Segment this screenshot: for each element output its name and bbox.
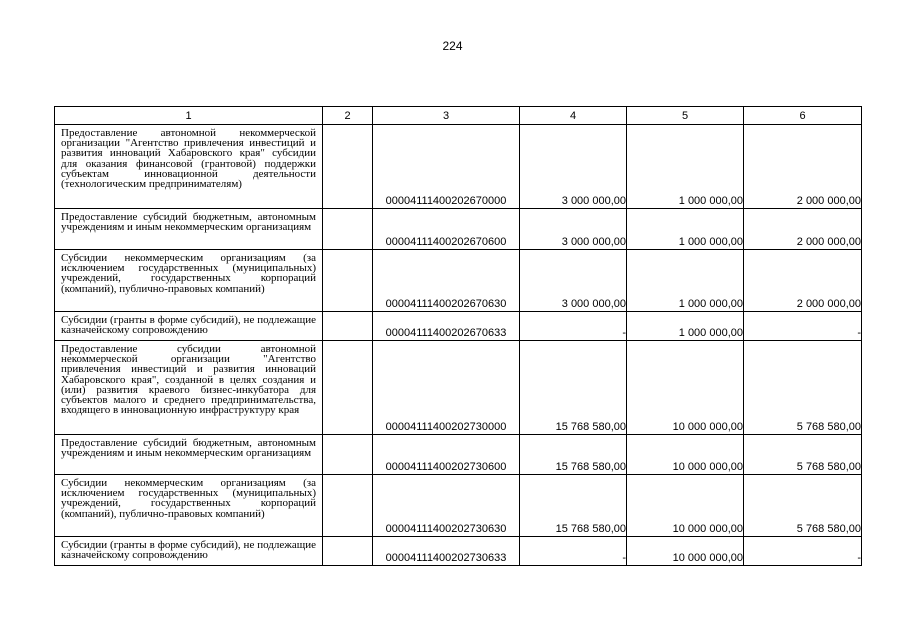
row-col6-amount: - [744, 537, 862, 566]
row-col5-amount: 1 000 000,00 [627, 250, 744, 312]
row-description: Субсидии некоммерческим организациям (за исключением государственных (муниципальных) учреждений, государственных корпораций (компаний), публично-правовых компаний) [55, 250, 323, 312]
row-col2 [323, 209, 373, 250]
row-col2 [323, 475, 373, 537]
column-header-6: 6 [744, 107, 862, 125]
row-col4-amount: 3 000 000,00 [520, 250, 627, 312]
row-col2 [323, 435, 373, 475]
table-row [55, 435, 862, 475]
row-col5-amount: 10 000 000,00 [627, 537, 744, 566]
table-header-row [55, 107, 862, 125]
row-col5-amount: 1 000 000,00 [627, 209, 744, 250]
table-row [55, 125, 862, 209]
row-col4-amount: 15 768 580,00 [520, 435, 627, 475]
row-description: Предоставление субсидий бюджетным, автономным учреждениям и иным некоммерческим организациям [55, 209, 323, 250]
row-description: Предоставление автономной некоммерческой организации "Агентство привлечения инвестиций и развития инноваций Хабаровского края" субсидии для оказания финансовой (грантовой) поддержки субъектам инновационной деятельности (технологическим предпринимателям) [55, 125, 323, 209]
budget-table [54, 106, 862, 566]
row-col6-amount: 5 768 580,00 [744, 475, 862, 537]
row-col4-amount: 15 768 580,00 [520, 475, 627, 537]
column-header-1: 1 [55, 107, 323, 125]
row-col6-amount: 2 000 000,00 [744, 209, 862, 250]
row-description: Субсидии (гранты в форме субсидий), не подлежащие казначейскому сопровождению [55, 312, 323, 341]
row-code: 00004111400202730000 [373, 341, 520, 435]
table-row [55, 341, 862, 435]
row-code: 00004111400202670600 [373, 209, 520, 250]
column-header-4: 4 [520, 107, 627, 125]
row-col5-amount: 10 000 000,00 [627, 435, 744, 475]
row-col4-amount: - [520, 537, 627, 566]
row-col2 [323, 312, 373, 341]
row-code: 00004111400202730600 [373, 435, 520, 475]
row-code: 00004111400202670000 [373, 125, 520, 209]
row-code: 00004111400202730630 [373, 475, 520, 537]
row-col6-amount: 5 768 580,00 [744, 435, 862, 475]
row-col6-amount: 5 768 580,00 [744, 341, 862, 435]
table-row [55, 209, 862, 250]
table-row [55, 250, 862, 312]
row-description: Субсидии (гранты в форме субсидий), не подлежащие казначейскому сопровождению [55, 537, 323, 566]
row-col4-amount: 15 768 580,00 [520, 341, 627, 435]
row-description: Предоставление субсидий бюджетным, автономным учреждениям и иным некоммерческим организациям [55, 435, 323, 475]
row-code: 00004111400202730633 [373, 537, 520, 566]
row-col4-amount: - [520, 312, 627, 341]
column-header-2: 2 [323, 107, 373, 125]
row-col5-amount: 10 000 000,00 [627, 475, 744, 537]
column-header-3: 3 [373, 107, 520, 125]
row-col2 [323, 537, 373, 566]
row-col5-amount: 1 000 000,00 [627, 125, 744, 209]
column-header-5: 5 [627, 107, 744, 125]
row-col4-amount: 3 000 000,00 [520, 209, 627, 250]
row-col2 [323, 125, 373, 209]
row-col2 [323, 341, 373, 435]
row-col6-amount: - [744, 312, 862, 341]
row-description: Предоставление субсидии автономной некоммерческой организации "Агентство привлечения инвестиций и развития инноваций Хабаровского края", созданной в целях создания и (или) развития краевого бизнес-инкубатора для субъектов малого и среднего предпринимательства, входящего в инновационную инфраструктуру края [55, 341, 323, 435]
row-description: Субсидии некоммерческим организациям (за исключением государственных (муниципальных) учреждений, государственных корпораций (компаний), публично-правовых компаний) [55, 475, 323, 537]
page-number: 224 [442, 39, 463, 53]
row-col5-amount: 10 000 000,00 [627, 341, 744, 435]
row-code: 00004111400202670630 [373, 250, 520, 312]
table-row [55, 312, 862, 341]
row-col6-amount: 2 000 000,00 [744, 125, 862, 209]
table-row [55, 537, 862, 566]
table-row [55, 475, 862, 537]
row-col5-amount: 1 000 000,00 [627, 312, 744, 341]
row-col4-amount: 3 000 000,00 [520, 125, 627, 209]
row-col6-amount: 2 000 000,00 [744, 250, 862, 312]
row-col2 [323, 250, 373, 312]
row-code: 00004111400202670633 [373, 312, 520, 341]
